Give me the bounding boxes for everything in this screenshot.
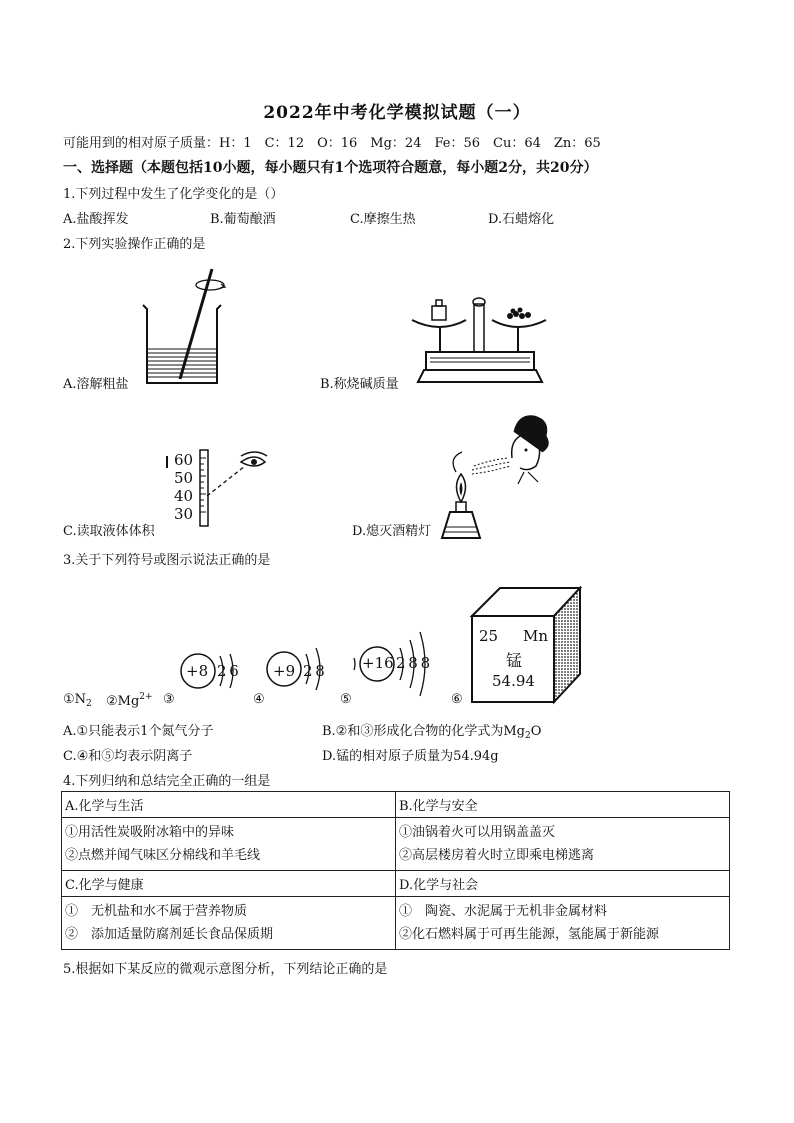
atom-4-shells: 2 8 [303, 662, 324, 680]
cylinder-tick-30: 30 [174, 505, 194, 523]
q1-option-c[interactable]: C.摩擦生热 [350, 212, 416, 227]
q3-option-a[interactable]: A.①只能表示1个氮气分子 [63, 724, 214, 739]
q5-stem: 5.根据如下某反应的微观示意图分析，下列结论正确的是 [63, 962, 388, 977]
q4-cell-c-head[interactable]: C.化学与健康 [62, 871, 396, 897]
q4-cell-c-body [62, 897, 396, 950]
table-row [62, 871, 730, 897]
balance-scale-icon [410, 292, 550, 387]
table-row [62, 792, 730, 818]
q4-b-item-1: ①油锅着火可以用锅盖盖灭 [399, 825, 556, 840]
atom-5-nucleus: +16 [362, 654, 394, 672]
element-name: 锰 [506, 651, 523, 670]
q4-a-item-1: ①用活性炭吸附冰箱中的异味 [65, 825, 235, 840]
cylinder-tick-50: 50 [174, 469, 194, 487]
q3-label-4: ④ [253, 692, 265, 707]
alcohol-lamp-blowing-icon [428, 412, 553, 540]
q2-stem: 2.下列实验操作正确的是 [63, 237, 206, 252]
table-row [62, 897, 730, 950]
cylinder-tick-40: 40 [174, 487, 194, 505]
q3-option-c[interactable]: C.④和⑤均表示阴离子 [63, 749, 193, 764]
q1-stem: 1.下列过程中发生了化学变化的是（） [63, 187, 284, 202]
cylinder-scale-labels [174, 451, 193, 523]
q2-option-b[interactable]: B.称烧碱质量 [320, 377, 399, 392]
q4-c-item-2: ② 添加适量防腐剂延长食品保质期 [65, 927, 274, 942]
q3-option-d[interactable]: D.锰的相对原子质量为54.94g [322, 749, 499, 764]
q4-b-item-2: ②高层楼房着火时立即乘电梯逃离 [399, 848, 595, 863]
q3-label-3: ③ [163, 692, 175, 707]
q4-table [61, 791, 730, 950]
q1-option-d[interactable]: D.石蜡熔化 [488, 212, 555, 227]
q2-option-c[interactable]: C.读取液体体积 [63, 524, 155, 539]
atom-4-nucleus: +9 [273, 662, 296, 680]
atom-3-shells: 2 6 [217, 662, 238, 680]
element-atomic-number: 25 [479, 627, 499, 645]
cylinder-tick-60: 60 [174, 451, 194, 469]
q4-d-item-2: ②化石燃料属于可再生能源，氢能属于新能源 [399, 927, 660, 942]
q4-cell-d-body [396, 897, 730, 950]
q1-option-b[interactable]: B.葡萄酿酒 [210, 212, 276, 227]
q4-cell-a-head[interactable]: A.化学与生活 [62, 792, 396, 818]
atomic-masses: 可能用到的相对原子质量：H：1 C：12 O：16 Mg：24 Fe：56 Cu：64 Zn：65 [63, 136, 601, 151]
q3-stem: 3.关于下列符号或图示说法正确的是 [63, 553, 271, 568]
q2-option-d[interactable]: D.熄灭酒精灯 [352, 524, 432, 539]
q4-cell-b-body [396, 818, 730, 871]
q1-option-a[interactable]: A.盐酸挥发 [63, 212, 129, 227]
section-heading: 一、选择题（本题包括10小题，每小题只有1个选项符合题意，每小题2分，共20分） [63, 160, 598, 176]
atom-5-shells: 2 8 8 [396, 654, 430, 672]
q4-stem: 4.下列归纳和总结完全正确的一组是 [63, 774, 271, 789]
element-symbol: Mn [523, 627, 549, 645]
q4-cell-b-head[interactable]: B.化学与安全 [396, 792, 730, 818]
q4-cell-d-head[interactable]: D.化学与社会 [396, 871, 730, 897]
q4-d-item-1: ① 陶瓷、水泥属于无机非金属材料 [399, 904, 608, 919]
atom-3-nucleus: +8 [186, 662, 209, 680]
q3-option-b[interactable]: B.②和③形成化合物的化学式为$Mg_2O$ [322, 724, 542, 741]
page-title: 2022年中考化学模拟试题（一） [263, 103, 531, 123]
q4-cell-a-body [62, 818, 396, 871]
q3-label-6: ⑥ [451, 692, 463, 707]
q3-label-5: ⑤ [340, 692, 352, 707]
element-mass: 54.94 [492, 672, 535, 690]
q2-option-a[interactable]: A.溶解粗盐 [63, 377, 129, 392]
beaker-stirring-icon [135, 265, 235, 390]
q3-label-2: $②Mg^{2+}$ [106, 692, 153, 709]
table-row [62, 818, 730, 871]
q3-label-1: $①N_2$ [63, 692, 92, 709]
q4-a-item-2: ②点燃并闻气味区分棉线和羊毛线 [65, 848, 261, 863]
q4-c-item-1: ① 无机盐和水不属于营养物质 [65, 904, 248, 919]
